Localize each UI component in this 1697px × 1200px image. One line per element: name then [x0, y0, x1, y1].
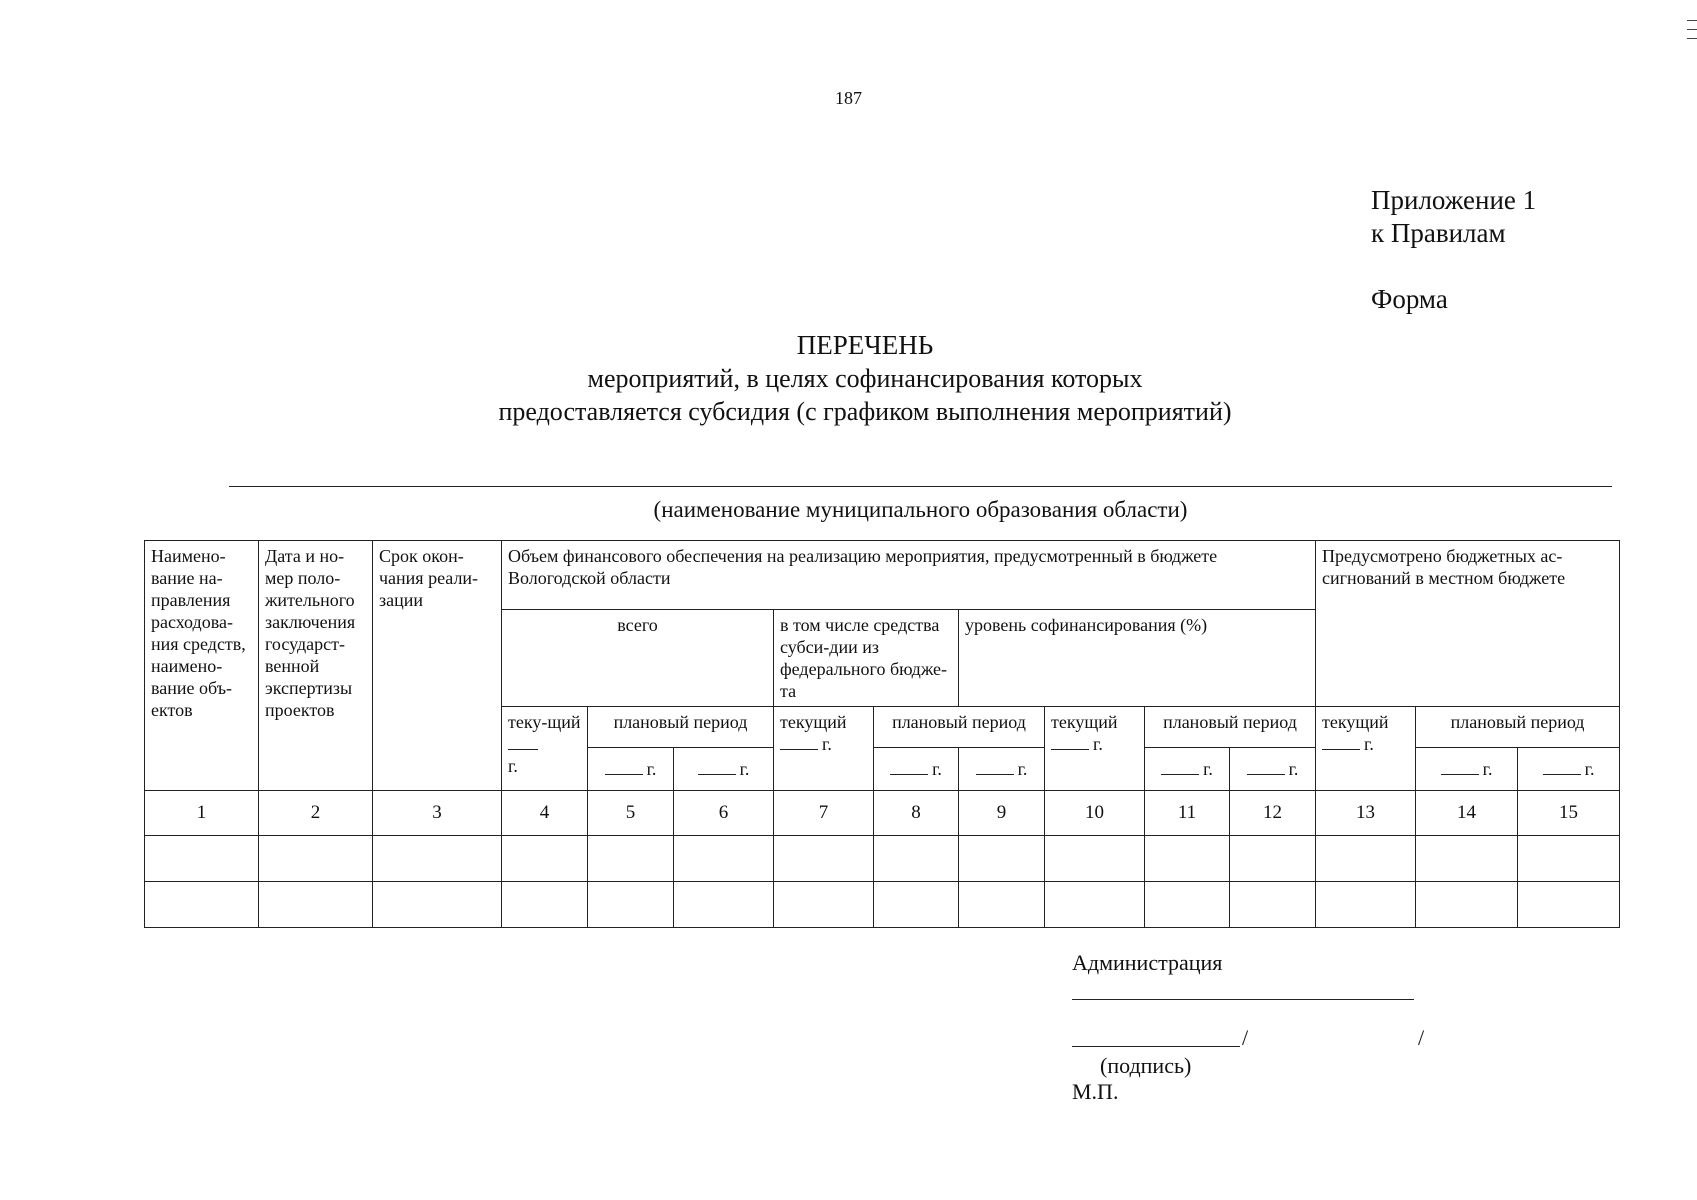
- header-total-current: [502, 707, 588, 791]
- form-label: Форма: [1371, 284, 1448, 314]
- header-total: всего: [502, 610, 774, 707]
- current-label: текущий: [780, 712, 847, 732]
- title-line2: предоставляется субсидия (с графиком выполнения мероприятий): [498, 397, 1232, 426]
- column-number: 4: [502, 791, 588, 836]
- year-suffix: г.: [646, 759, 657, 779]
- header-cofinancing-planned: плановый период: [1145, 707, 1316, 748]
- year-blank: [1543, 760, 1581, 775]
- column-number: 15: [1518, 791, 1620, 836]
- year-suffix: г.: [1482, 759, 1493, 779]
- header-year-col9: [959, 748, 1045, 791]
- header-regional-budget: Объем финансового обеспечения на реализацию мероприятия, предусмотренный в бюджете Вологодской области: [502, 541, 1316, 610]
- table-row: [145, 882, 1620, 928]
- header-cofinancing-current: [1045, 707, 1145, 791]
- edge-marks: [1687, 20, 1697, 47]
- page-number: 187: [835, 88, 862, 108]
- header-year-col6: [674, 748, 774, 791]
- year-suffix: г.: [739, 759, 750, 779]
- header-subsidy-current: [774, 707, 874, 791]
- year-suffix: г.: [822, 734, 832, 754]
- administration-fill-line: [1072, 999, 1414, 1000]
- year-blank: [1051, 735, 1089, 750]
- stamp-label: М.П.: [1072, 1079, 1119, 1104]
- column-number: 7: [774, 791, 874, 836]
- edge-mark: [1687, 20, 1697, 21]
- year-suffix: г.: [1203, 759, 1213, 779]
- edge-mark: [1687, 29, 1697, 30]
- header-year-col14: [1416, 748, 1518, 791]
- column-number: 3: [373, 791, 502, 836]
- signature-caption: (подпись): [1100, 1053, 1192, 1078]
- header-total-planned: плановый период: [588, 707, 774, 748]
- year-blank: [890, 760, 928, 775]
- column-number: 13: [1316, 791, 1416, 836]
- header-year-col12: [1230, 748, 1316, 791]
- administration-label: Администрация: [1072, 950, 1223, 975]
- municipality-caption: (наименование муниципального образования области): [653, 497, 1188, 522]
- current-label: текущий: [1051, 712, 1118, 732]
- header-expertise-conclusion: Дата и но-мер поло-жительного заключения государст-венной экспертизы проектов: [259, 541, 373, 791]
- header-subsidy-planned: плановый период: [874, 707, 1045, 748]
- current-label: теку-щий: [508, 712, 581, 732]
- year-suffix: г.: [1017, 759, 1028, 779]
- year-blank: [1247, 760, 1285, 775]
- appendix-note: [1371, 184, 1536, 250]
- year-blank: [508, 735, 538, 750]
- year-blank: [605, 760, 643, 775]
- column-number: 2: [259, 791, 373, 836]
- signature-slash: /: [1418, 1025, 1425, 1050]
- year-suffix: г.: [932, 759, 942, 779]
- column-number: 1: [145, 791, 259, 836]
- year-blank: [698, 760, 736, 775]
- signature-slash: /: [1242, 1025, 1249, 1050]
- column-number: 14: [1416, 791, 1518, 836]
- column-number: 9: [959, 791, 1045, 836]
- year-suffix: г.: [1364, 734, 1374, 754]
- header-local-budget: Предусмотрено бюджетных ас-сигнований в местном бюджете: [1316, 541, 1620, 707]
- title-main: ПЕРЕЧЕНЬ: [796, 330, 934, 360]
- table-row: [145, 836, 1620, 882]
- year-suffix: г.: [1093, 734, 1103, 754]
- year-blank: [1441, 760, 1479, 775]
- column-number: 11: [1145, 791, 1230, 836]
- header-local-planned: плановый период: [1416, 707, 1620, 748]
- header-year-col8: [874, 748, 959, 791]
- year-suffix: г.: [1288, 759, 1299, 779]
- column-number: 6: [674, 791, 774, 836]
- year-blank: [780, 735, 818, 750]
- year-blank: [1161, 760, 1199, 775]
- column-number: 5: [588, 791, 674, 836]
- header-year-col5: [588, 748, 674, 791]
- header-completion-date: Срок окон-чания реали-зации: [373, 541, 502, 791]
- header-local-current: [1316, 707, 1416, 791]
- year-suffix: г.: [508, 756, 518, 776]
- edge-mark: [1687, 38, 1697, 39]
- header-year-col11: [1145, 748, 1230, 791]
- document-title: [330, 328, 1400, 428]
- appendix-line1: Приложение 1: [1371, 185, 1537, 215]
- year-suffix: г.: [1584, 759, 1595, 779]
- current-label: текущий: [1322, 712, 1389, 732]
- column-number: 8: [874, 791, 959, 836]
- events-table: [144, 540, 1620, 928]
- header-expense-direction: Наимено-вание на-правления расходова-ния средств, наимено-вание объ-ектов: [145, 541, 259, 791]
- title-line1: мероприятий, в целях софинансирования которых: [587, 364, 1143, 393]
- signature-fill-line: [1072, 1046, 1240, 1047]
- header-federal-subsidy: в том числе средства субси-дии из федерального бюдже-та: [774, 610, 959, 707]
- header-cofinancing-level: уровень софинансирования (%): [959, 610, 1316, 707]
- column-number: 12: [1230, 791, 1316, 836]
- year-blank: [976, 760, 1014, 775]
- year-blank: [1322, 735, 1360, 750]
- column-number: 10: [1045, 791, 1145, 836]
- appendix-line2: к Правилам: [1371, 218, 1506, 248]
- column-number-row: [145, 791, 1620, 836]
- municipality-fill-line: [229, 486, 1612, 487]
- header-year-col15: [1518, 748, 1620, 791]
